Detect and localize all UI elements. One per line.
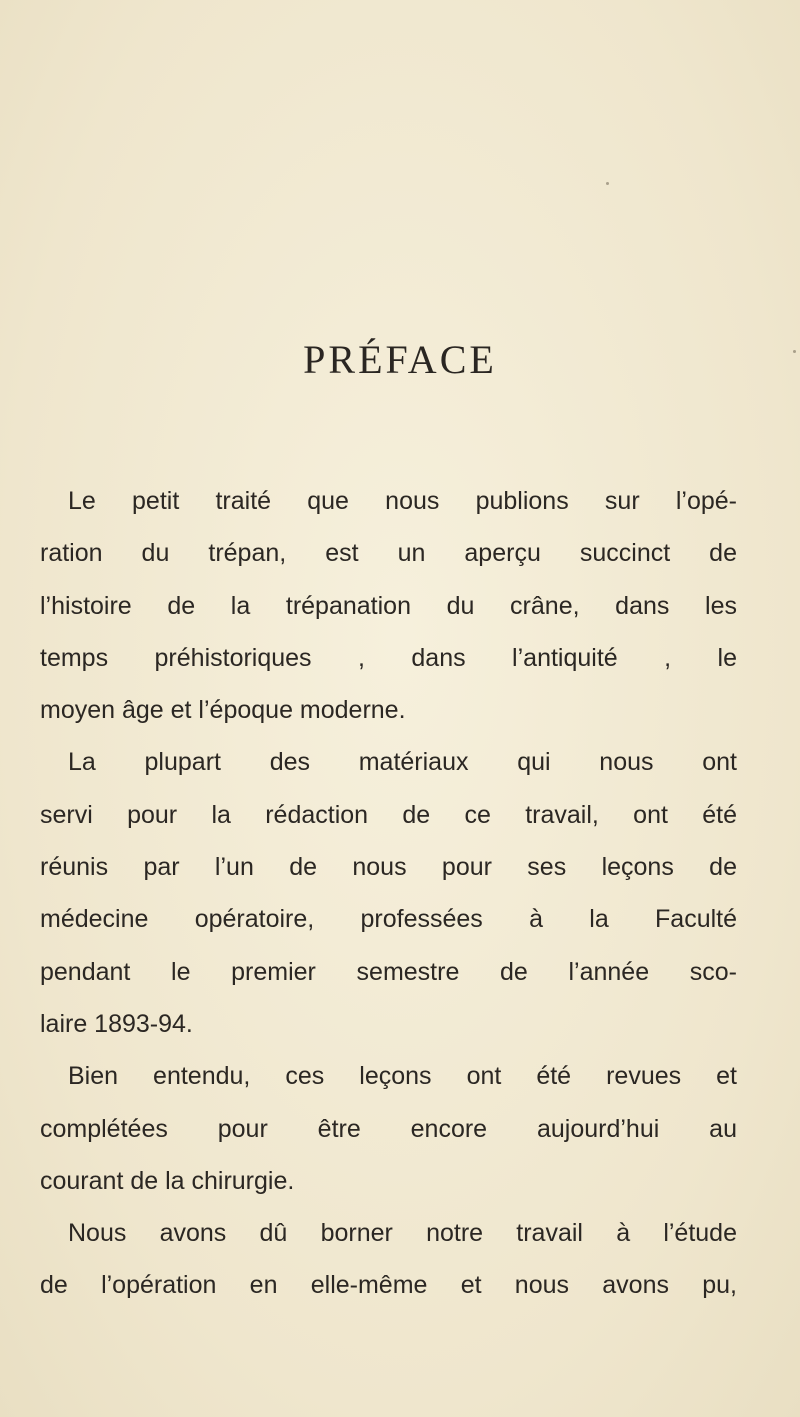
text-line: Bien entendu, ces leçons ont été revues et <box>68 1062 737 1091</box>
text-line: moyen âge et l’époque moderne. <box>40 696 406 725</box>
text-line: pendant le premier semestre de l’année sco- <box>40 957 737 986</box>
text-line: La plupart des matériaux qui nous ont <box>68 748 737 777</box>
text-line: courant de la chirurgie. <box>40 1166 295 1195</box>
text-line: complétées pour être encore aujourd’hui au <box>40 1114 737 1143</box>
text-line: Le petit traité que nous publions sur l’opé- <box>68 487 737 515</box>
text-line: de l’opération en elle-même et nous avons pu, <box>40 1271 737 1300</box>
text-line: temps préhistoriques , dans l’antiquité , le <box>40 643 737 672</box>
paper-speck <box>793 350 796 353</box>
text-line: l’histoire de la trépanation du crâne, dans les <box>40 591 737 620</box>
preface-text <box>40 475 737 1312</box>
text-line: médecine opératoire, professées à la Faculté <box>40 905 737 934</box>
text-line: réunis par l’un de nous pour ses leçons de <box>40 853 737 882</box>
page-title: PRÉFACE <box>303 337 497 382</box>
text-line: Nous avons dû borner notre travail à l’étude <box>68 1219 737 1248</box>
text-line: laire 1893-94. <box>40 1009 193 1038</box>
text-line: ration du trépan, est un aperçu succinct de <box>40 539 737 568</box>
text-line: servi pour la rédaction de ce travail, ont été <box>40 800 737 829</box>
paper-speck <box>606 182 609 185</box>
